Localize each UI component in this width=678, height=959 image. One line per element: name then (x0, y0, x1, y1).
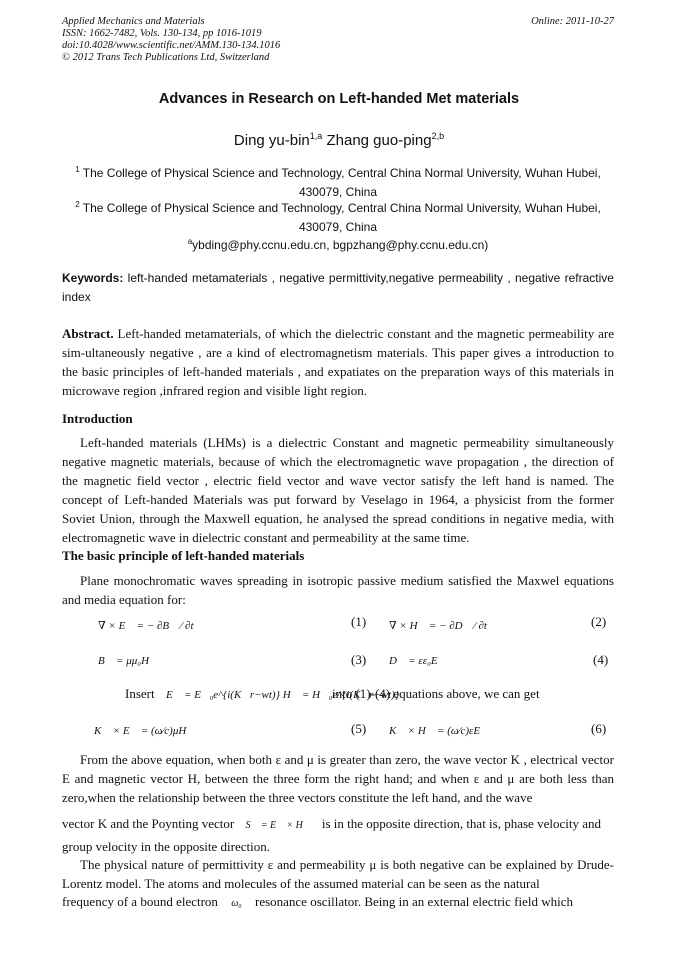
oscillator-line (62, 892, 614, 913)
journal-name: Applied Mechanics and Materials (62, 16, 205, 27)
equation-1: ∇ × E⃗ = − ∂B⃗ ⁄ ∂t (98, 620, 194, 632)
issn-line: ISSN: 1662-7482, Vols. 130-134, pp 1016-1019 (62, 28, 262, 39)
journal-header (62, 16, 280, 64)
paper-title: Advances in Research on Left-handed Met materials (158, 91, 520, 107)
oscillator-pre: frequency of a bound electron (62, 894, 218, 909)
abstract-label: Abstract. (62, 326, 114, 341)
poynting-equation: S⃗ = E⃗ × H⃗ (245, 820, 311, 831)
equation-5: K⃗ × E⃗ = (ω⁄c)μH⃗ (94, 725, 195, 737)
principle-paragraph-2: From the above equation, when both ε and μ is greater than zero, the wave vector K , electrical vector E and magnetic vector H, between the three form the right hand; and when ε and μ are both less than zero,when the relationship between the three vectors constitute the left hand, and the wave (62, 752, 614, 805)
author-2-sup: 2,b (431, 131, 445, 141)
equation-4-number: (4) (593, 652, 609, 667)
online-date: Online: 2011-10-27 (531, 16, 614, 27)
doi-line: doi:10.4028/www.scientific.net/AMM.130-134.1016 (62, 40, 281, 51)
abstract-text: Left-handed metamaterials, of which the dielectric constant and the magnetic permeability are sim-ultaneously negative , are a kind of electromagnetism materials. This paper gives a introduction to the basic principles of left-handed materials , and expatiates on the preparation ways of this materials in microwave region ,infrared region and visible light region. (62, 326, 614, 398)
copyright-line: © 2012 Trans Tech Publications Ltd, Switzerland (62, 52, 270, 63)
principle-paragraph-1: Plane monochromatic waves spreading in isotropic passive medium satisfied the Maxwel equations and media equation for: (62, 573, 614, 607)
omega-zero-symbol: ω₀ (231, 898, 242, 909)
affiliation-2 (62, 195, 614, 237)
equation-4: D⃗ = εε₀E⃗ (389, 655, 447, 667)
affiliation-2-num: 2 (75, 200, 80, 209)
principle-paragraph-2-end: group velocity in the opposite direction. (62, 839, 270, 854)
author-1: Ding yu-bin (233, 132, 310, 149)
poynting-post: is in the opposite direction, that is, phase velocity and (321, 816, 601, 831)
equation-5-number: (5) (351, 721, 367, 736)
author-line (0, 131, 678, 149)
keywords-text: left-handed metamaterials , negative permittivity,negative permeability , negative refractive index (62, 271, 614, 304)
poynting-pre: vector K and the Poynting vector (62, 816, 235, 831)
author-1-sup: 1,a (309, 131, 323, 141)
abstract (62, 324, 614, 400)
author-emails (62, 232, 614, 255)
affiliation-2-text: The College of Physical Science and Technology, Central China Normal University, Wuhan Hubei, 430079, China (82, 201, 601, 234)
equation-3: B⃗ = μμ₀H⃗ (98, 655, 158, 667)
equation-2: ∇ × H⃗ = − ∂D⃗ ⁄ ∂t (389, 620, 487, 632)
insert-equation: E⃗ = E⃗₀e^{i(K⃗r−wt)} H⃗ = H⃗₀e^{i(K⃗r−wt)} (166, 689, 400, 701)
section-heading-principle: The basic principle of left-handed materials (62, 548, 305, 563)
email-text: ybding@phy.ccnu.edu.cn, bgpzhang@phy.ccnu.edu.cn) (192, 238, 489, 252)
poynting-line (62, 814, 614, 835)
oscillator-post: resonance oscillator. Being in an external electric field which (254, 894, 573, 909)
author-2: Zhang guo-ping (326, 132, 432, 149)
equation-1-number: (1) (351, 614, 367, 629)
affiliation-1-text: The College of Physical Science and Technology, Central China Normal University, Wuhan Hubei, 430079, China (82, 166, 601, 199)
keywords (62, 269, 614, 307)
equation-3-number: (3) (351, 652, 367, 667)
insert-tail: into (1)-(4) equations above, we can get (332, 686, 540, 701)
introduction-text: Left-handed materials (LHMs) is a dielectric Constant and magnetic permeability simultaneously negative magnetic materials, because of which the electromagnetic wave propagation , the direction of the magnetic field vector , electric field vector and wave vector satisfy the left hand is named. The concept of Left-handed Materials was put forward by Veselago in 1964, a physicist from the former Soviet Union, through the Maxwell equation, he analysed the spread conditions in negative media, with electromagnetic wave in dielectric constant and permeability at the same time. (62, 435, 614, 545)
insert-label: Insert (125, 686, 155, 701)
email-sup: a (187, 237, 193, 246)
principle-paragraph-3: The physical nature of permittivity ε and permeability μ is both negative can be explained by Drude-Lorentz model. The atoms and molecules of the assumed material can be seen as the natural (62, 857, 614, 891)
keywords-label: Keywords: (62, 271, 124, 285)
equation-2-number: (2) (591, 614, 607, 629)
affiliation-1-num: 1 (75, 165, 80, 174)
section-heading-introduction: Introduction (62, 411, 133, 426)
equation-6: K⃗ × H⃗ = (ω⁄c)εE⃗ (389, 725, 489, 737)
equation-6-number: (6) (591, 721, 607, 736)
